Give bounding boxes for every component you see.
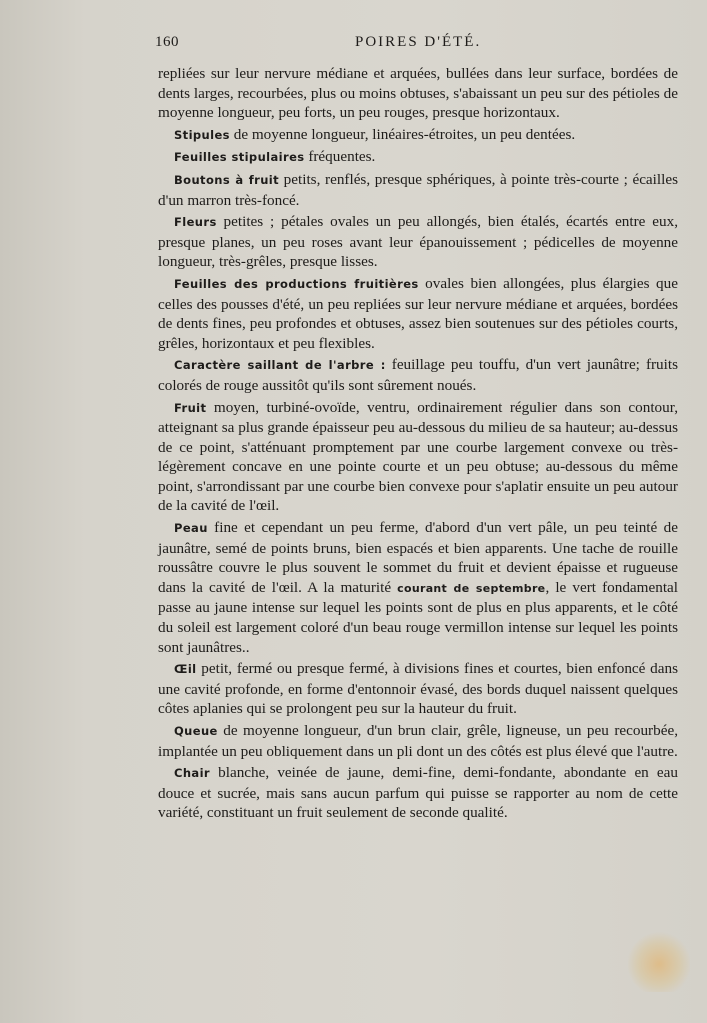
paragraph-text: repliées sur leur nervure médiane et arquées, bullées dans leur surface, bordées de dents larges, recourbées, plus ou moins obtuses, s'abaissant un peu sur des pétioles de moyenne longueur, peu forts, un peu rouges, presque horizontaux.: [158, 65, 678, 122]
term-feuilles-des-productions: Feuilles des productions fruitières: [174, 276, 419, 291]
paragraph-chair: [158, 763, 678, 823]
term-oeil: Œil: [174, 662, 197, 677]
paragraph-text: blanche, veinée de jaune, demi-fine, demi-fondante, abondante en eau douce et sucrée, mais sans aucun parfum qui puisse se rapporter au nom de cette variété, constituant un fruit seulement de seconde qualité.: [158, 764, 678, 822]
term-chair: Chair: [174, 766, 211, 781]
paragraph-oeil: [158, 659, 678, 719]
paragraph-stipules: [158, 125, 678, 146]
paragraph-text: de moyenne longueur, linéaires-étroites, un peu dentées.: [229, 125, 576, 143]
running-title: POIRES D'ÉTÉ.: [355, 34, 482, 50]
term-feuilles-stipulaires: Feuilles stipulaires: [174, 150, 305, 165]
paragraph-text: feuillage peu touffu, d'un vert jaunâtre; fruits colorés de rouge aussitôt qu'ils sont sûrement noués.: [158, 356, 679, 394]
paragraph-text: moyen, turbiné-ovoïde, ventru, ordinairement régulier dans son contour, atteignant sa plus grande épaisseur peu au-dessous du milieu de sa hauteur; au-dessus de ce point, s'atténuant promptement par une courbe largement convexe ou très-légèrement concave en une pointe courte et un peu obtuse; au-dessous du même point, s'arrondissant par une courbe bien convexe pour s'aplatir ensuite un peu autour de la cavité de l'œil.: [158, 398, 678, 515]
paragraph-queue: [158, 721, 678, 761]
term-fleurs: Fleurs: [174, 215, 217, 230]
corner-stain: [628, 930, 690, 992]
paragraph-continuation: [158, 64, 678, 123]
paragraph-fleurs: [158, 212, 678, 272]
term-fruit: Fruit: [174, 400, 207, 415]
paragraph-feuilles-productions: [158, 274, 678, 353]
page-header: [155, 30, 675, 54]
paragraph-text: fine et cependant un peu ferme, d'abord d'un vert pâle, un peu teinté de jaunâtre, semé de points bruns, bien espacés et bien apparents. Une tache de rouille roussâtre couvre le plus souvent le sommet du fruit et devient épaisse et rugueuse dans la cavité de l'œil. A la maturité: [158, 519, 678, 596]
term-queue: Queue: [174, 724, 218, 738]
term-caractere-saillant: Caractère saillant de l'arbre :: [174, 358, 386, 373]
paragraph-text: fréquentes.: [304, 148, 376, 166]
paragraph-caractere: [158, 355, 678, 395]
paragraph-peau: [158, 518, 678, 657]
term-peau: Peau: [174, 521, 208, 536]
page-number: 160: [155, 34, 179, 50]
paragraph-feuilles-stipulaires: [158, 147, 678, 168]
term-stipules: Stipules: [174, 127, 230, 142]
body-text: [158, 64, 678, 825]
bold-phrase: courant de septembre: [397, 581, 546, 595]
paragraph-boutons: [158, 170, 678, 210]
paragraph-text: petits, renflés, presque sphériques, à pointe très-courte ; écailles d'un marron très-foncé.: [158, 170, 678, 209]
paragraph-text: ovales bien allongées, plus élargies que celles des pousses d'été, un peu repliées sur leur nervure médiane et arquées, bordées de dents fines, peu profondes et obtuses, assez bien soutenues sur des pétioles courts, grêles, horizontaux et peu flexibles.: [158, 274, 678, 352]
paragraph-text: petit, fermé ou presque fermé, à divisions fines et courtes, bien enfoncé dans une cavité profonde, en forme d'entonnoir évasé, des bords duquel naissent quelques côtes aplanies qui se prolongent peu sur la hauteur du fruit.: [158, 660, 678, 718]
paragraph-text: , le vert fondamental passe au jaune intense sur lequel les points sont de plus en plus apparents, et le côté du soleil est largement coloré d'un beau rouge vermillon intense sur lequel les points sont jaunâtres..: [158, 578, 678, 656]
paragraph-text: petites ; pétales ovales un peu allongés, bien étalés, écartés entre eux, presque planes, un peu roses avant leur épanouissement ; pédicelles de moyenne longueur, très-grêles, presque lisses.: [158, 213, 678, 271]
paragraph-text: de moyenne longueur, d'un brun clair, grêle, ligneuse, un peu recourbée, implantée un peu obliquement dans un pli dont un des côtés est plus élevé que l'autre.: [158, 722, 678, 760]
term-boutons-a-fruit: Boutons à fruit: [174, 172, 280, 187]
paragraph-fruit: [158, 398, 678, 517]
